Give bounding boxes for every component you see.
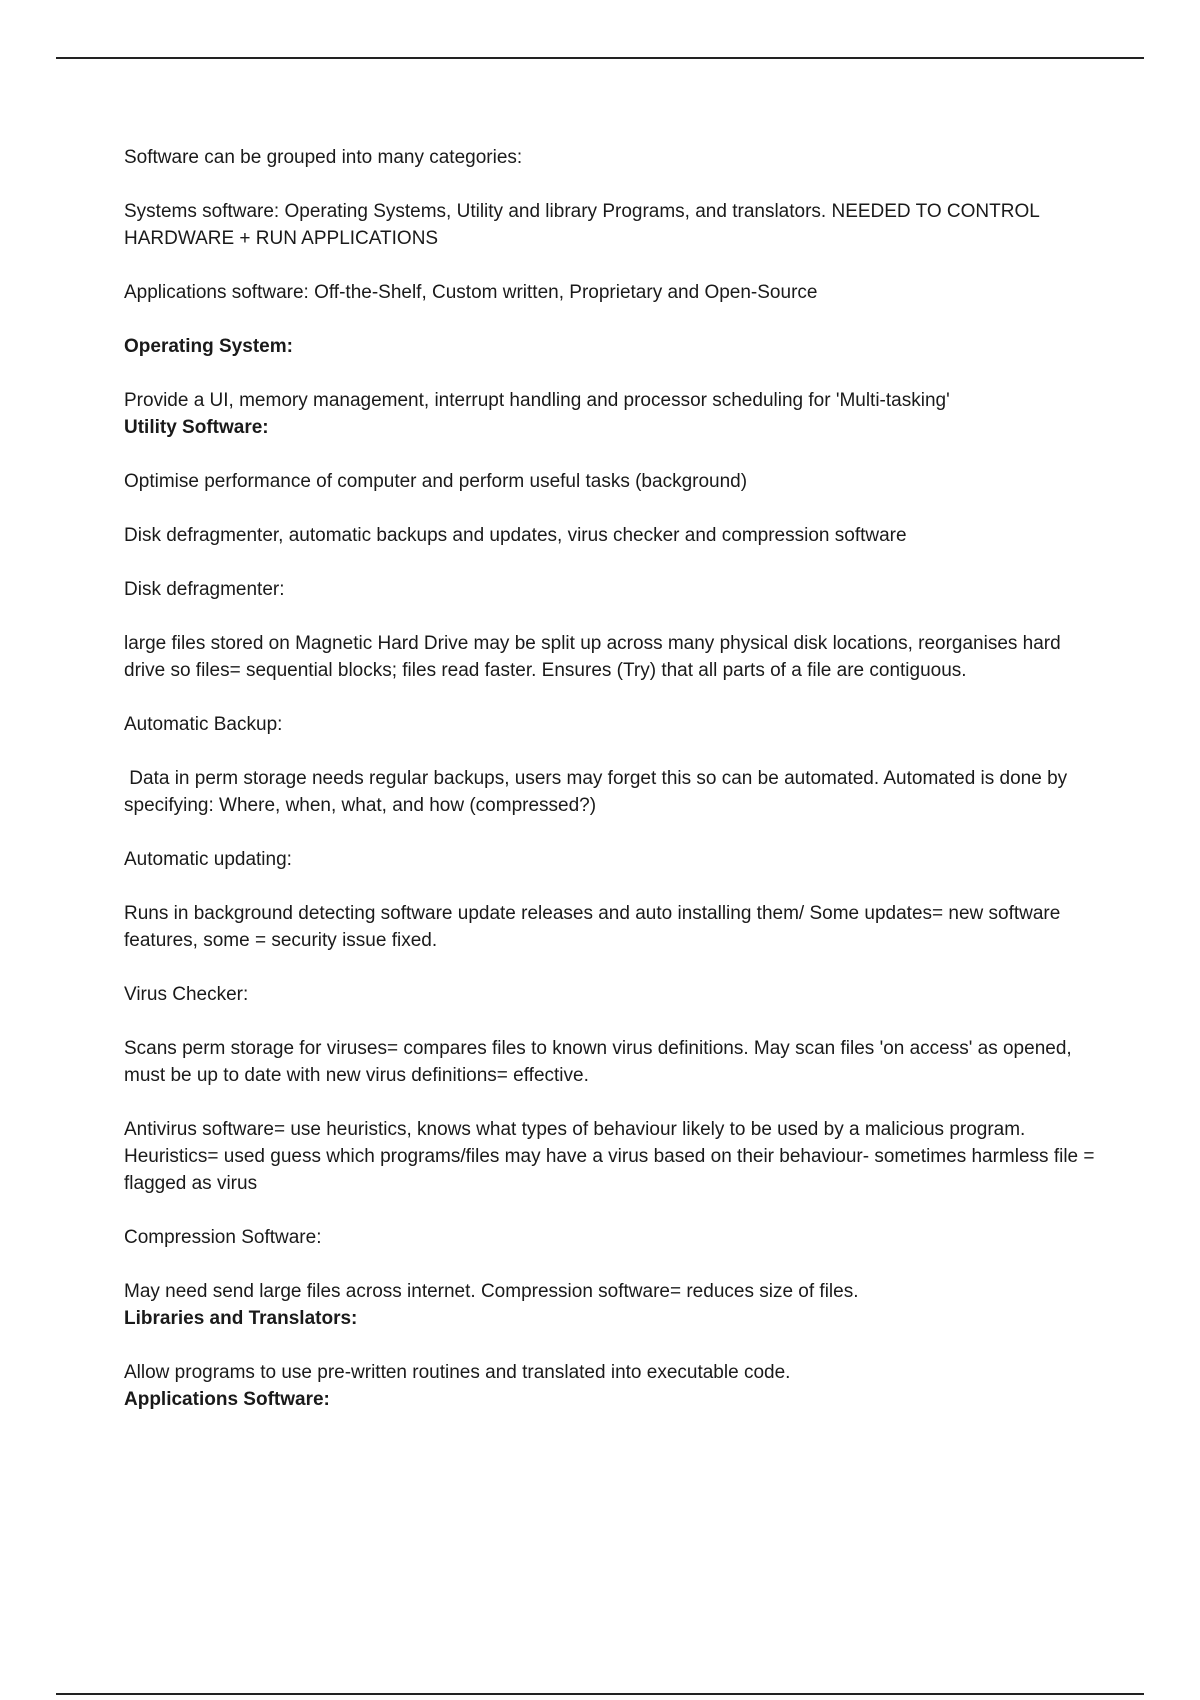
header-rule xyxy=(56,57,1144,59)
heading-libraries-translators: Libraries and Translators: xyxy=(124,1308,358,1329)
heading-applications-software: Applications Software: xyxy=(124,1389,330,1410)
para-utility-list: Disk defragmenter, automatic backups and updates, virus checker and compression software xyxy=(124,525,907,546)
para-automatic-backup: Data in perm storage needs regular backups, users may forget this so can be automated. Automated is done by specifying: Where, when, what, and how (compressed?) xyxy=(124,768,1073,816)
document-body xyxy=(124,144,1100,1413)
para-compression-software: May need send large files across internet. Compression software= reduces size of files. xyxy=(124,1281,859,1302)
para-libraries-translators: Allow programs to use pre-written routines and translated into executable code. xyxy=(124,1362,791,1383)
para-virus-checker: Scans perm storage for viruses= compares files to known virus definitions. May scan files 'on access' as opened, must be up to date with new virus definitions= effective. xyxy=(124,1038,1077,1086)
para-applications-software: Applications software: Off-the-Shelf, Custom written, Proprietary and Open-Source xyxy=(124,282,818,303)
para-automatic-updating: Runs in background detecting software update releases and auto installing them/ Some updates= new software features, some = security issue fixed. xyxy=(124,903,1066,951)
para-utility-purpose: Optimise performance of computer and perform useful tasks (background) xyxy=(124,471,748,492)
subheading-automatic-updating: Automatic updating: xyxy=(124,849,292,870)
subheading-compression-software: Compression Software: xyxy=(124,1227,322,1248)
para-operating-system: Provide a UI, memory management, interrupt handling and processor scheduling for 'Multi-tasking' xyxy=(124,390,950,411)
subheading-automatic-backup: Automatic Backup: xyxy=(124,714,283,735)
subheading-virus-checker: Virus Checker: xyxy=(124,984,249,1005)
para-disk-defragmenter: large files stored on Magnetic Hard Drive may be split up across many physical disk locations, reorganises hard drive so files= sequential blocks; files read faster. Ensures (Try) that all parts of a file are contiguous. xyxy=(124,633,1066,681)
para-intro: Software can be grouped into many categories: xyxy=(124,147,523,168)
subheading-disk-defragmenter: Disk defragmenter: xyxy=(124,579,285,600)
para-systems-software: Systems software: Operating Systems, Utility and library Programs, and translators. NEEDED TO CONTROL HARDWARE + RUN APPLICATIONS xyxy=(124,201,1045,249)
footer-rule xyxy=(56,1693,1144,1695)
heading-utility-software: Utility Software: xyxy=(124,417,269,438)
para-antivirus-heuristics: Antivirus software= use heuristics, knows what types of behaviour likely to be used by a malicious program. Heuristics= used guess which programs/files may have a virus based on their behaviour- sometimes harmless file = flagged as virus xyxy=(124,1119,1100,1194)
heading-operating-system: Operating System: xyxy=(124,336,293,357)
